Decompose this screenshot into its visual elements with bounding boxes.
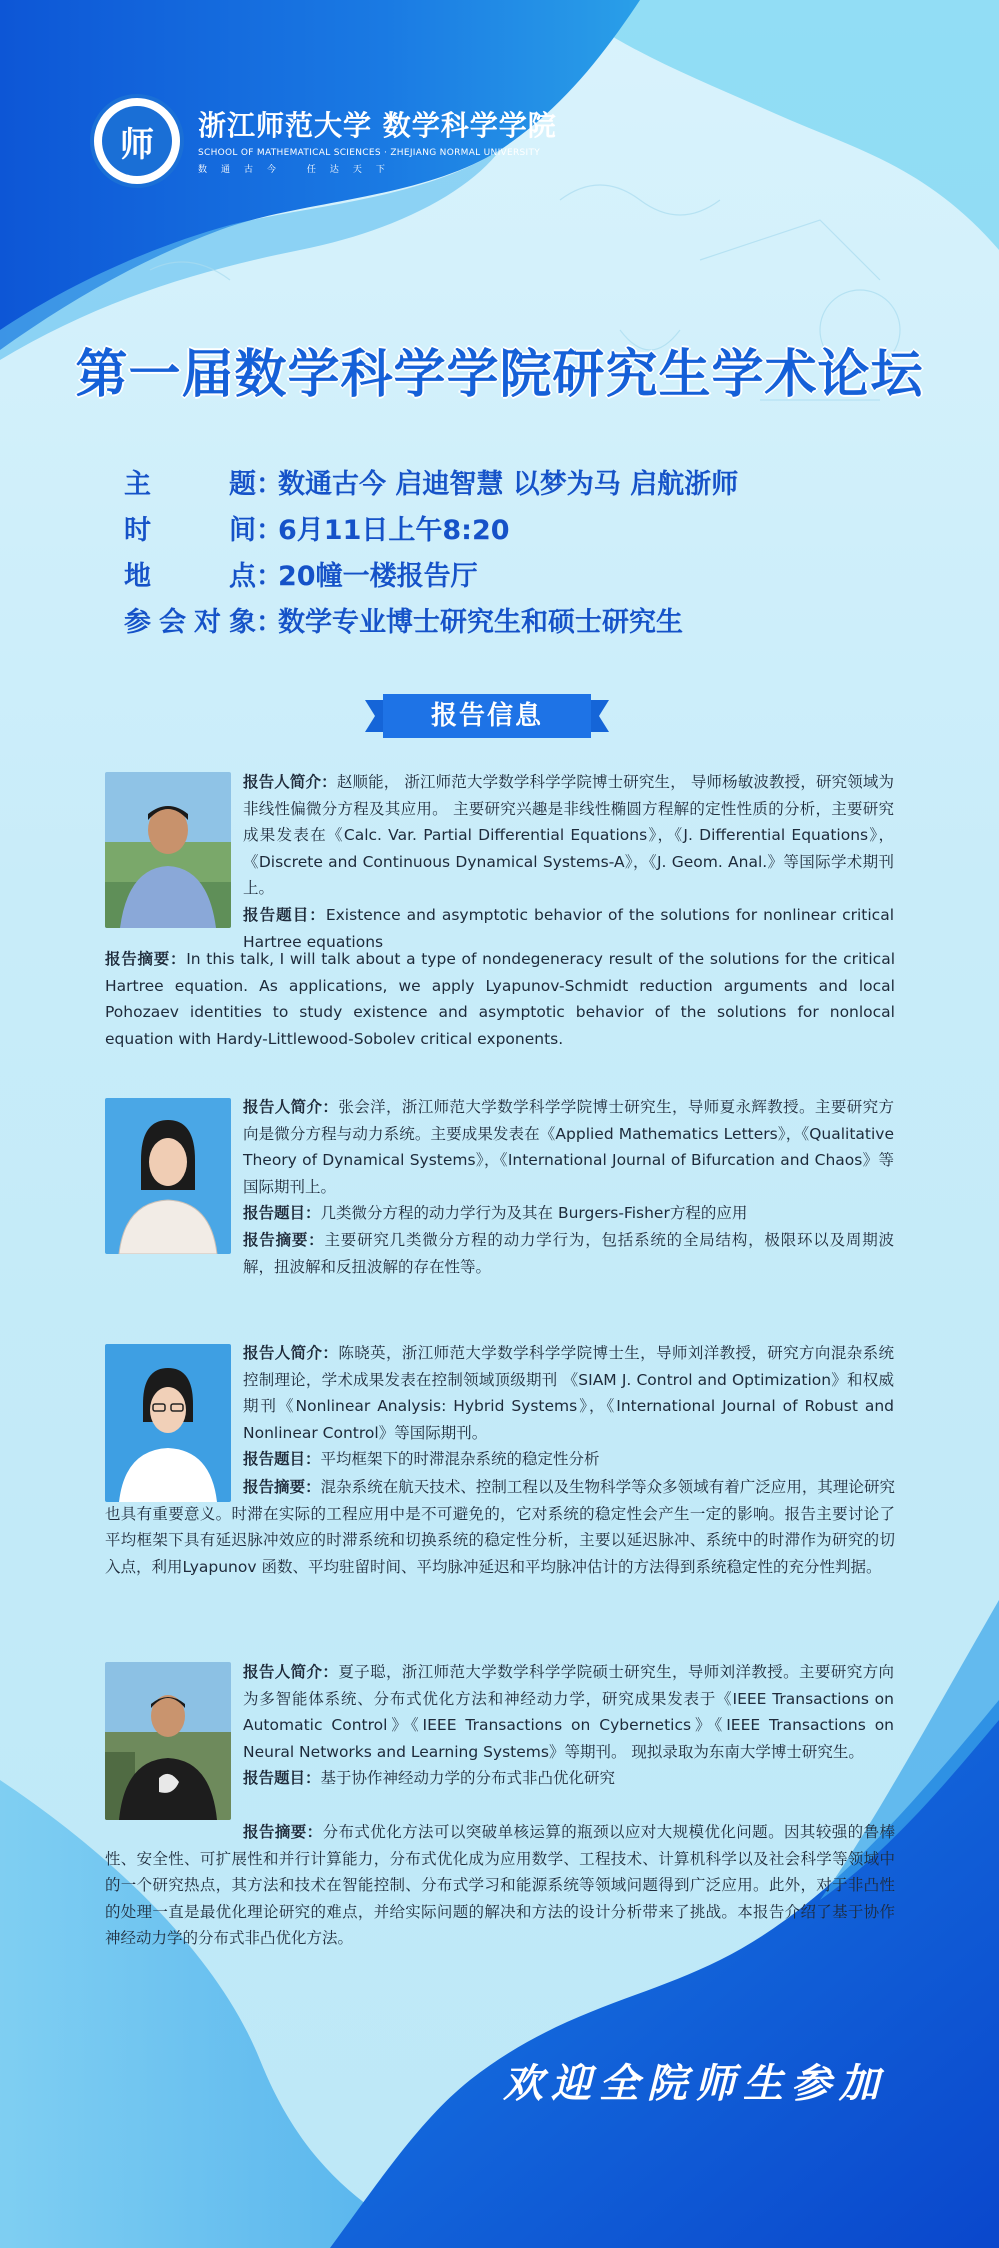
logo-emblem: 师	[102, 106, 172, 176]
bio-text: 陈晓英，浙江师范大学数学科学学院博士生，导师刘洋教授，研究方向混杂系统控制理论，学术成果发表在控制领域顶级期刊 《SIAM J. Control and Optimization》和权威期刊《Nonlinear Analysis: Hybrid Systems》，《International Journal of Robust and Nonlinear Control》等国际期刊。	[243, 1344, 894, 1442]
speaker-photo	[105, 1098, 231, 1254]
topic-text: 平均框架下的时滞混杂系统的稳定性分析	[320, 1450, 600, 1469]
speaker-abstract	[105, 946, 895, 1052]
info-row-audience: 参会对象：数学专业博士研究生和硕士研究生	[124, 600, 738, 646]
abstract-label: 报告摘要：	[243, 1230, 325, 1249]
info-label: 时间	[124, 515, 256, 546]
bio-text: 赵顺能， 浙江师范大学数学科学学院博士研究生， 导师杨敏波教授，研究领域为非线性偏微分方程及其应用。 主要研究兴趣是非线性椭圆方程解的定性性质的分析，主要研究成果发表在《Calc. Var. Partial Differential Equations》，《J. Differential Equations》，《Discrete and Continuous Dynamical Systems-A》，《J. Geom. Anal.》等国际学术期刊上。	[243, 773, 894, 898]
bio-label: 报告人简介：	[243, 1663, 339, 1681]
abstract-label: 报告摘要：	[243, 1823, 323, 1841]
info-value: 20幢一楼报告厅	[278, 561, 478, 592]
info-value: 6月11日上午8:20	[278, 515, 510, 546]
section-title: 报告信息	[430, 701, 543, 731]
event-info	[124, 462, 738, 646]
speaker-bio	[243, 1094, 894, 1280]
info-value: 数学专业博士研究生和硕士研究生	[278, 607, 683, 638]
speaker-photo	[105, 772, 231, 928]
bio-label: 报告人简介：	[243, 1098, 339, 1116]
bio-label: 报告人简介：	[243, 1344, 339, 1362]
abstract-label: 报告摘要：	[243, 1478, 321, 1496]
info-row-location: 地点：20幢一楼报告厅	[124, 554, 738, 600]
abstract-text: 主要研究几类微分方程的动力学行为，包括系统的全局结构，极限环以及周期波解，扭波解和反扭波解的存在性等。	[243, 1230, 894, 1276]
topic-text: Existence and asymptotic behavior of the solutions for nonlinear critical Hartree equations	[243, 905, 894, 951]
speaker-bio	[243, 1340, 894, 1473]
topic-label: 报告题目：	[243, 1204, 321, 1223]
speaker-abstract	[105, 1474, 895, 1580]
speaker-bio	[243, 769, 894, 955]
bio-text: 夏子聪，浙江师范大学数学科学学院硕士研究生，导师刘洋教授。主要研究方向为多智能体系统、分布式优化方法和神经动力学，研究成果发表于《IEEE Transactions on Automatic Control》《IEEE Transactions on Cybernetics》《IEEE Transactions on Neural Networks and Learning Systems》等期刊。 现拟录取为东南大学博士研究生。	[243, 1663, 894, 1761]
info-value: 数通古今 启迪智慧 以梦为马 启航浙师	[278, 469, 739, 500]
speaker-bio	[243, 1659, 894, 1792]
topic-label: 报告题目：	[243, 1450, 321, 1469]
page-title: 第一届数学科学学院研究生学术论坛	[75, 345, 924, 405]
welcome-message: 欢迎全院师生参加	[503, 2060, 887, 2107]
info-row-theme: 主题：数通古今 启迪智慧 以梦为马 启航浙师	[124, 462, 738, 508]
university-english-name: SCHOOL OF MATHEMATICAL SCIENCES · ZHEJIANG NORMAL UNIVERSITY	[198, 148, 541, 158]
info-label: 参会对象	[124, 607, 256, 638]
topic-text: 基于协作神经动力学的分布式非凸优化研究	[320, 1769, 616, 1788]
topic-label: 报告题目：	[243, 1769, 321, 1788]
university-name: 浙江师范大学 数学科学学院	[198, 109, 557, 142]
info-row-time: 时间：6月11日上午8:20	[124, 508, 738, 554]
bio-label: 报告人简介：	[243, 773, 337, 791]
abstract-label: 报告摘要：	[105, 950, 187, 968]
speaker-abstract	[105, 1819, 895, 1952]
bio-text: 张会洋，浙江师范大学数学科学学院博士研究生，导师夏永辉教授。主要研究方向是微分方程与动力系统。主要成果发表在《Applied Mathematics Letters》，《Qualitative Theory of Dynamical Systems》，《International Journal of Bifurcation and Chaos》等国际期刊上。	[243, 1098, 894, 1196]
university-motto: 数通古今 任达天下	[198, 165, 399, 175]
abstract-text: In this talk, I will talk about a type of nondegeneracy result of the solutions for the critical Hartree equation. As applications, we apply Lyapunov-Schmidt reduction arguments and local Pohozaev identities to study existence and asymptotic behavior of the solutions for nonlocal equation with Hardy-Littlewood-Sobolev critical exponents.	[105, 950, 895, 1048]
abstract-text: 分布式优化方法可以突破单核运算的瓶颈以应对大规模优化问题。因其较强的鲁棒性、安全性、可扩展性和并行计算能力，分布式优化成为应用数学、工程技术、计算机科学以及社会科学等领域中的一个研究热点，其方法和技术在智能控制、分布式学习和能源系统等领域问题得到广泛应用。此外，对于非凸性的处理一直是最优化理论研究的难点，并给实际问题的解决和方法的设计分析带来了挑战。本报告介绍了基于协作神经动力学的分布式非凸优化方法。	[105, 1823, 895, 1948]
speaker-photo	[105, 1662, 231, 1820]
info-label: 主题	[124, 469, 256, 500]
abstract-text: 混杂系统在航天技术、控制工程以及生物科学等众多领域有着广泛应用，其理论研究也具有重要意义。时滞在实际的工程应用中是不可避免的，它对系统的稳定性会产生一定的影响。报告主要讨论了平均框架下具有延迟脉冲效应的时滞系统和切换系统的稳定性分析，主要以延迟脉冲、系统中的时滞作为研究的切入点，利用Lyapunov 函数、平均驻留时间、平均脉冲延迟和平均脉冲估计的方法得到系统稳定性的充分性判据。	[105, 1478, 895, 1576]
info-label: 地点	[124, 561, 256, 592]
topic-text: 几类微分方程的动力学行为及其在 Burgers-Fisher方程的应用	[320, 1204, 748, 1223]
section-banner	[365, 694, 609, 738]
university-logo	[90, 94, 184, 188]
university-header	[198, 104, 557, 175]
topic-label: 报告题目：	[243, 905, 326, 924]
